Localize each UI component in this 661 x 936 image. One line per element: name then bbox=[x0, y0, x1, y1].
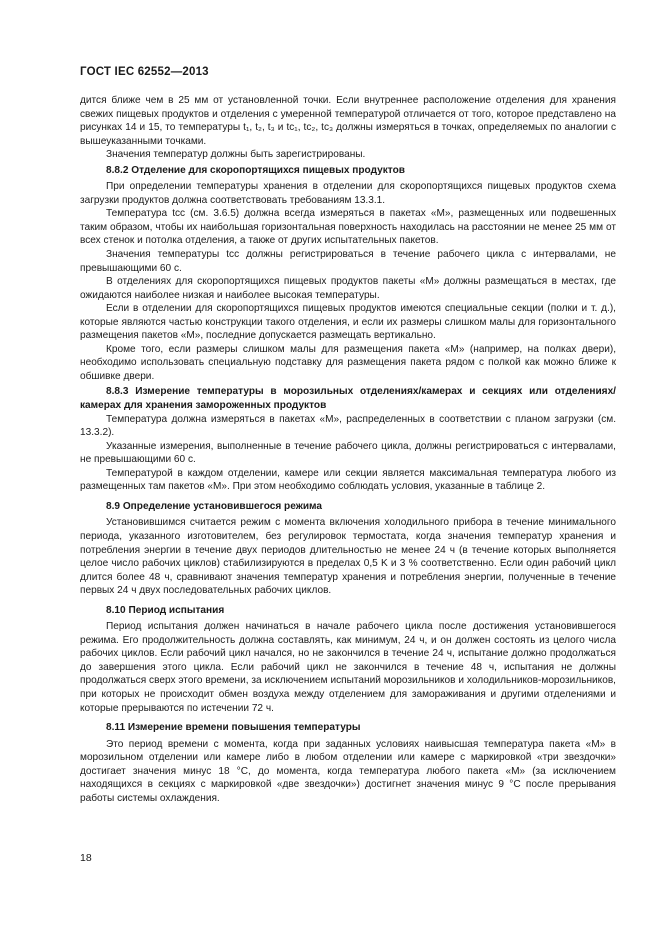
paragraph: Указанные измерения, выполненные в течение рабочего цикла, должны регистрироваться с интервалами, не превышающими 60 с. bbox=[80, 440, 616, 466]
paragraph: Кроме того, если размеры слишком малы для размещения пакета «М» (например, на полках двери), необходимо использовать специальную подставку для размещения пакета рядом с полкой как можно ближе к обшивке двери. bbox=[80, 343, 616, 382]
page-number: 18 bbox=[80, 852, 92, 864]
paragraph: Температурой в каждом отделении, камере или секции является максимальная температура любого из размещенных там пакетов «М». При этом необходимо соблюдать условия, указанные в таблице 2. bbox=[80, 467, 616, 493]
paragraph: Установившимся считается режим с момента включения холодильного прибора в течение минимального периода, указанного изготовителем, без регулировок термостата, когда значения температур хранения и потребления энергии в течение двух периодов длительностью не менее 24 ч (в течение которых выполняется целое число рабочих циклов) стабилизируются в пределах 0,5 K и 3 % соответственно. Если один рабочий цикл длится более 48 ч, сравнивают значения температур хранения и потребления энергии, полученные в течение первых 24 ч двух последовательных рабочих циклов. bbox=[80, 517, 616, 597]
paragraph: В отделениях для скоропортящихся пищевых продуктов пакеты «М» должны размещаться в местах, где ожидаются наиболее низкая и наиболее высокая температуры. bbox=[80, 276, 616, 301]
paragraph: При определении температуры хранения в отделении для скоропортящихся пищевых продуктов схема загрузки продуктов должна соответствовать требованиям 13.3.1. bbox=[80, 181, 616, 206]
section-heading-8-10: 8.10 Период испытания bbox=[106, 604, 225, 616]
paragraph: Если в отделении для скоропортящихся пищевых продуктов имеются специальные секции (полки и т. д.), которые являются частью конструкции такого отделения, и если их размеры слишком малы для горизонтального размещения пакетов «М», последние допускается размещать вертикально. bbox=[80, 303, 616, 342]
document-header: ГОСТ IEC 62552—2013 bbox=[80, 66, 209, 78]
document-body bbox=[80, 94, 616, 805]
paragraph: Температура должна измеряться в пакетах «М», распределенных в соответствии с планом загрузки (см. 13.3.2). bbox=[80, 413, 616, 439]
section-heading-8-8-3: 8.8.3 Измерение температуры в морозильных отделениях/камерах и секциях или отделениях/камерах для хранения замороженных продуктов bbox=[80, 386, 616, 412]
paragraph: Температура tcc (см. 3.6.5) должна всегда измеряться в пакетах «М», размещенных или подвешенных таким образом, чтобы их наибольшая горизонтальная поверхность находилась на расстоянии не менее 25 мм от всех стенок и потолка отделения, а также от других испытательных пакетов. bbox=[80, 208, 616, 247]
paragraph: дится ближе чем в 25 мм от установленной точки. Если внутреннее расположение отделения для хранения свежих пищевых продуктов и отделения с умеренной температурой отличается от того, которое представлено на рисунках 14 и 15, то температуры t₁, t₂, t₃ и tc₁, tc₂, tc₃ должны измеряться в точках, определяемых по аналогии с вышеуказанными точками. bbox=[80, 95, 616, 147]
section-heading-8-8-2: 8.8.2 Отделение для скоропортящихся пищевых продуктов bbox=[106, 164, 405, 176]
paragraph: Период испытания должен начинаться в начале рабочего цикла после достижения установившегося режима. Его продолжительность должна составлять, как минимум, 24 ч, и он должен состоять из целого числа рабочих циклов. Если рабочий цикл начался, но не закончился в течение 24 ч, испытание должно продолжаться до завершения этого цикла. Если рабочий цикл не закончился в течение 48 ч, испытания не должны продолжаться сверх этого времени, за исключением испытаний морозильников и холодильников-морозильников, при которых не происходит обмен воздуха между отделением для замораживания и другими отделениями и которые прерываются по истечении 72 ч. bbox=[80, 621, 616, 714]
section-heading-8-11: 8.11 Измерение времени повышения температуры bbox=[106, 722, 361, 734]
paragraph: Значения температур должны быть зарегистрированы. bbox=[106, 149, 366, 161]
paragraph: Значения температуры tcc должны регистрироваться в течение рабочего цикла с интервалами, не превышающими 60 с. bbox=[80, 249, 616, 274]
paragraph: Это период времени с момента, когда при заданных условиях наивысшая температура пакета «М» в морозильном отделении или камере либо в любом отделении или камере с маркировкой «три звездочки» достигает значения минус 18 °С, до момента, когда температура любого пакета «М» (за исключением находящихся в секциях с маркировкой «две звездочки») достигнет значения минус 9 °С после прерывания работы системы охлаждения. bbox=[80, 738, 616, 804]
section-heading-8-9: 8.9 Определение установившегося режима bbox=[106, 500, 322, 512]
